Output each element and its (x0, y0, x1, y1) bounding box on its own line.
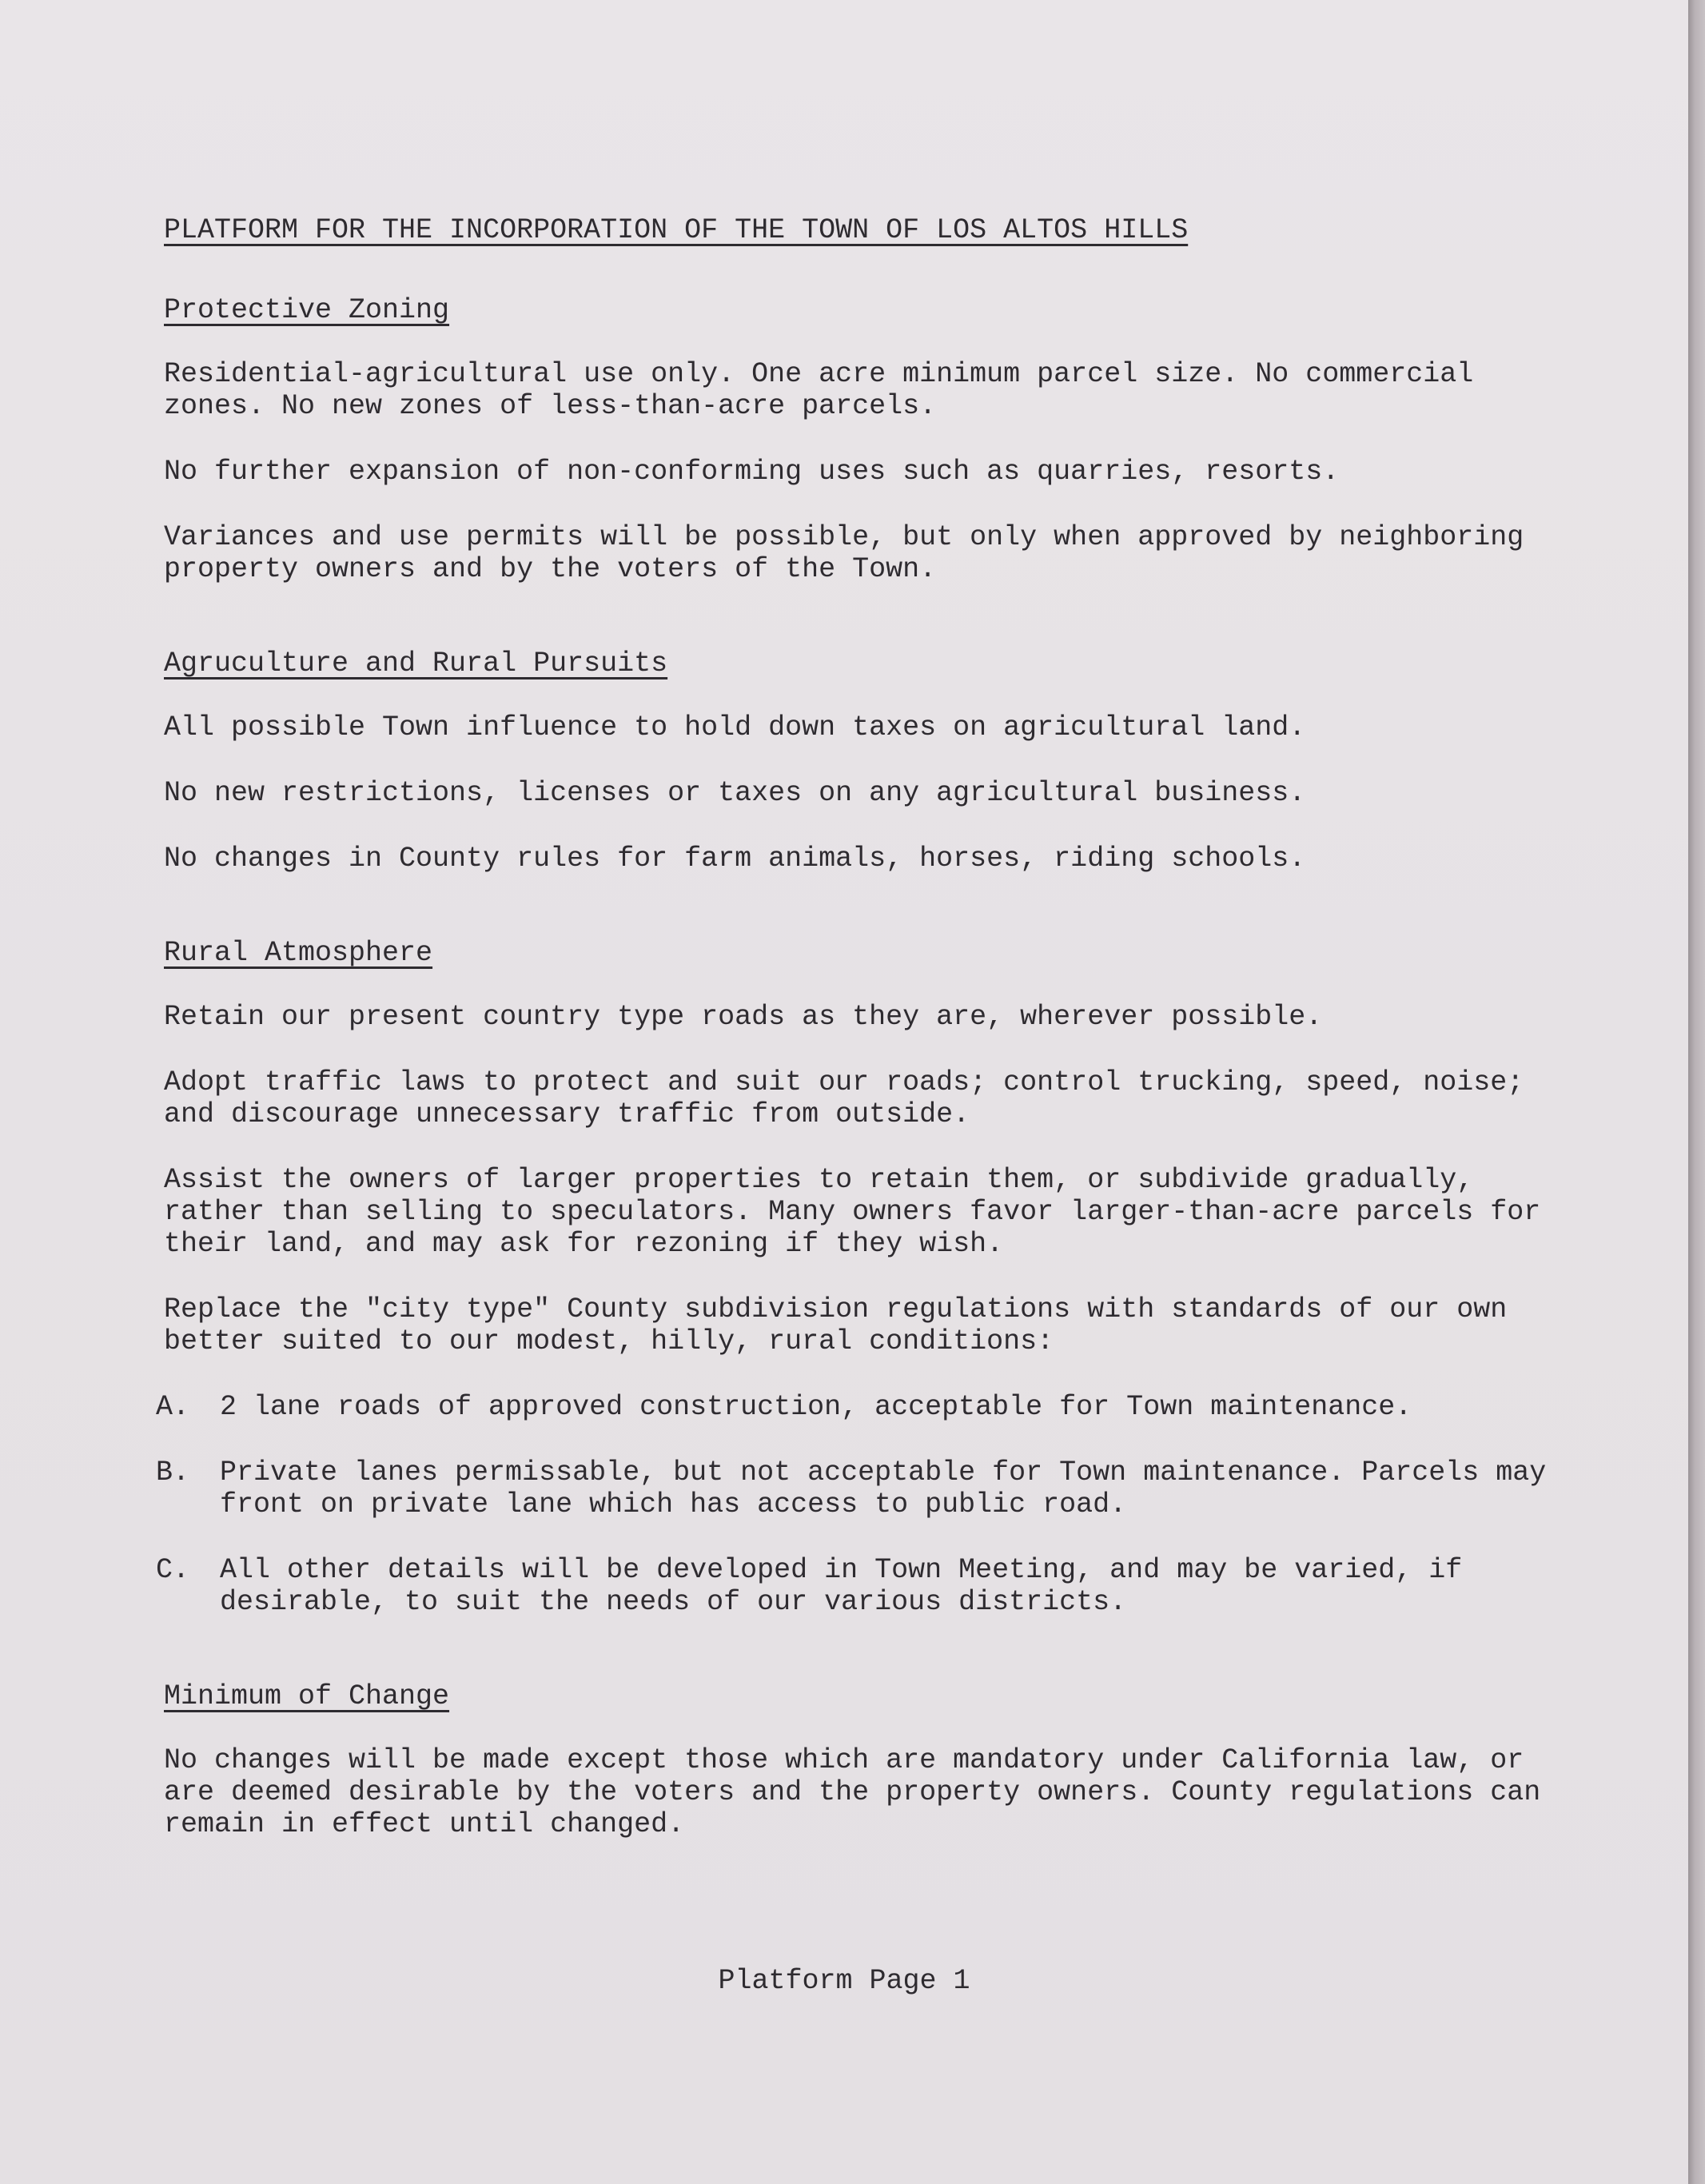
section-protective-zoning (156, 294, 1547, 585)
paragraph: No new restrictions, licenses or taxes on any agricultural business. (164, 777, 1306, 809)
document-body (156, 214, 1547, 1903)
paper-edge (1688, 0, 1705, 2184)
list-item-label: B. (156, 1457, 190, 1489)
section-heading: Protective Zoning (164, 294, 450, 326)
paragraph: All possible Town influence to hold down taxes on agricultural land. (164, 711, 1306, 743)
document-title: PLATFORM FOR THE INCORPORATION OF THE TOWN OF LOS ALTOS HILLS (164, 214, 1189, 246)
list-item-label: C. (156, 1554, 190, 1586)
list-item (156, 1554, 1547, 1618)
list-item-text: 2 lane roads of approved construction, acceptable for Town maintenance. (220, 1391, 1412, 1423)
section-heading: Minimum of Change (164, 1680, 450, 1712)
section-heading: Agruculture and Rural Pursuits (164, 648, 668, 680)
list-item-text: All other details will be developed in Town Meeting, and may be varied, if desirable, to suit the needs of our various districts. (220, 1554, 1463, 1618)
paragraph: No changes in County rules for farm animals, horses, riding schools. (164, 843, 1306, 875)
paragraph: No changes will be made except those which are mandatory under California law, or are deemed desirable by the voters and the property owners. County regulations can remain in effect until changed. (164, 1744, 1541, 1840)
section-heading: Rural Atmosphere (164, 937, 433, 969)
section-agriculture (156, 648, 1547, 875)
paragraph: No further expansion of non-conforming uses such as quarries, resorts. (164, 456, 1340, 488)
paragraph: Variances and use permits will be possible, but only when approved by neighboring property owners and by the voters of the Town. (164, 521, 1524, 585)
section-rural-atmosphere (156, 937, 1547, 1618)
paragraph: Retain our present country type roads as they are, wherever possible. (164, 1001, 1323, 1033)
section-minimum-of-change (156, 1680, 1547, 1840)
paragraph: Assist the owners of larger properties to retain them, or subdivide gradually, rather than selling to speculators. Many owners favor larger-than-acre parcels for their land, and may ask for rezoning if they wish. (164, 1164, 1541, 1260)
page-footer: Platform Page 1 (718, 1965, 970, 1997)
paragraph: Adopt traffic laws to protect and suit our roads; control trucking, speed, noise; and discourage unnecessary traffic from outside. (164, 1066, 1524, 1130)
list-item-label: A. (156, 1391, 190, 1423)
paragraph: Replace the "city type" County subdivision regulations with standards of our own better suited to our modest, hilly, rural conditions: (164, 1293, 1508, 1357)
paragraph: Residential-agricultural use only. One acre minimum parcel size. No commercial zones. No new zones of less-than-acre parcels. (164, 358, 1474, 422)
list-item-text: Private lanes permissable, but not acceptable for Town maintenance. Parcels may front on private lane which has access to public road. (220, 1457, 1547, 1520)
list-item (156, 1457, 1547, 1520)
list-item (156, 1391, 1547, 1423)
